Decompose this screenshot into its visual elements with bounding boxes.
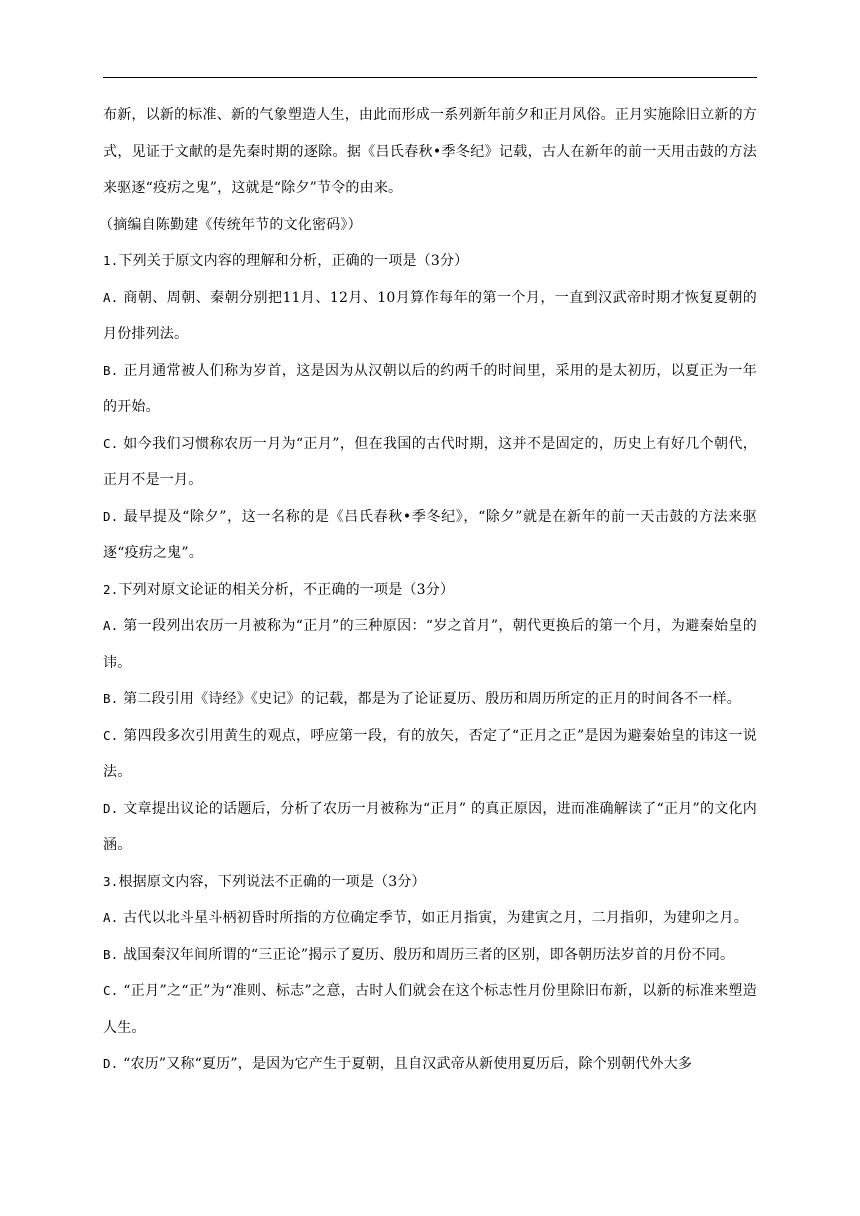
question-number: 1. [103,253,119,268]
document-page [99,0,757,1216]
document-content [99,97,757,1083]
question-1-option-c [103,426,757,499]
option-letter: A. [103,618,119,633]
question-3-option-d [103,1046,757,1083]
question-1-option-d [103,499,757,572]
option-letter: D. [103,800,119,816]
option-text: 正月通常被人们称为岁首，这是因为从汉朝以后的约两千的时间里，采用的是太初历，以夏正为一年的开始。 [103,362,757,415]
question-text: 下列对原文论证的相关分析，不正确的一项是（3分） [118,581,455,598]
header-rule [103,77,757,78]
source-citation: （摘编自陈勤建《传统年节的文化密码》） [99,216,362,233]
option-text: 最早提及“除夕”，这一名称的是《吕氏春秋•季冬纪》，“除夕”就是在新年的前一天击鼓的方法来驱逐“疫疠之鬼”。 [103,508,757,561]
question-number: 3. [103,873,119,889]
option-text: 第二段引用《诗经》《史记》的记载，都是为了论证夏历、殷历和周历所定的正月的时间各不一样。 [123,691,741,707]
option-text: “正月”之“正”为“准则、标志”之意，古时人们就会在这个标志性月份里除旧布新，以新的标准来塑造人生。 [103,983,757,1036]
option-text: 古代以北斗星斗柄初昏时所指的方位确定季节，如正月指寅，为建寅之月，二月指卯，为建卯之月。 [123,910,748,926]
question-3-option-c [103,973,757,1046]
option-text: 战国秦汉年间所谓的“三正论”揭示了夏历、殷历和周历三者的区别，即各朝历法岁首的月份不同。 [123,946,735,963]
option-letter: B. [103,946,119,962]
option-text: 第一段列出农历一月被称为“正月”的三种原因：“岁之首月”，朝代更换后的第一个月，为避秦始皇的讳。 [103,618,757,671]
question-3-option-a [103,900,757,937]
option-letter: B. [103,691,119,706]
option-text: 文章提出议论的话题后，分析了农历一月被称为“正月” 的真正原因，进而准确解读了“正月”的文化内涵。 [103,800,757,853]
option-letter: A. [103,910,119,925]
option-letter: C. [103,435,119,451]
question-1-option-a [103,280,757,353]
question-2-stem [103,572,757,609]
option-letter: D. [103,508,119,524]
option-letter: D. [103,1056,119,1071]
question-1-option-b [103,353,757,426]
question-2-option-a [103,608,757,681]
question-2-option-d [103,791,757,864]
option-text: “农历”又称“夏历”，是因为它产生于夏朝，且自汉武帝从新使用夏历后，除个别朝代外大多 [123,1056,693,1072]
question-3-option-b [103,937,757,974]
option-letter: B. [103,362,119,378]
option-text: 商朝、周朝、秦朝分别把11月、12月、10月算作每年的第一个月，一直到汉武帝时期才恢复夏朝的月份排列法。 [103,289,757,342]
option-text: 第四段多次引用黄生的观点，呼应第一段，有的放矢，否定了“正月之正”是因为避秦始皇的讳这一说法。 [103,727,757,780]
question-text: 下列关于原文内容的理解和分析，正确的一项是（3分） [118,253,469,269]
question-text: 根据原文内容，下列说法不正确的一项是（3分） [118,873,426,890]
question-2-option-c [103,718,757,791]
question-2-option-b [103,681,757,718]
passage-paragraph: 布新，以新的标准、新的气象塑造人生，由此而形成一系列新年前夕和正月风俗。正月实施除旧立新的方式，见证于文献的是先秦时期的逐除。据《吕氏春秋•季冬纪》记载，古人在新年的前一天用击鼓的方法来驱逐“疫疠之鬼”，这就是“除夕”节令的由来。 [103,107,757,196]
question-3-stem [103,864,757,901]
question-1-stem [103,243,757,280]
question-number: 2. [103,581,119,597]
option-letter: C. [103,727,119,743]
option-letter: A. [103,289,119,305]
option-letter: C. [103,983,119,998]
option-text: 如今我们习惯称农历一月为“正月”，但在我国的古代时期，这并不是固定的，历史上有好几个朝代，正月不是一月。 [103,435,757,488]
